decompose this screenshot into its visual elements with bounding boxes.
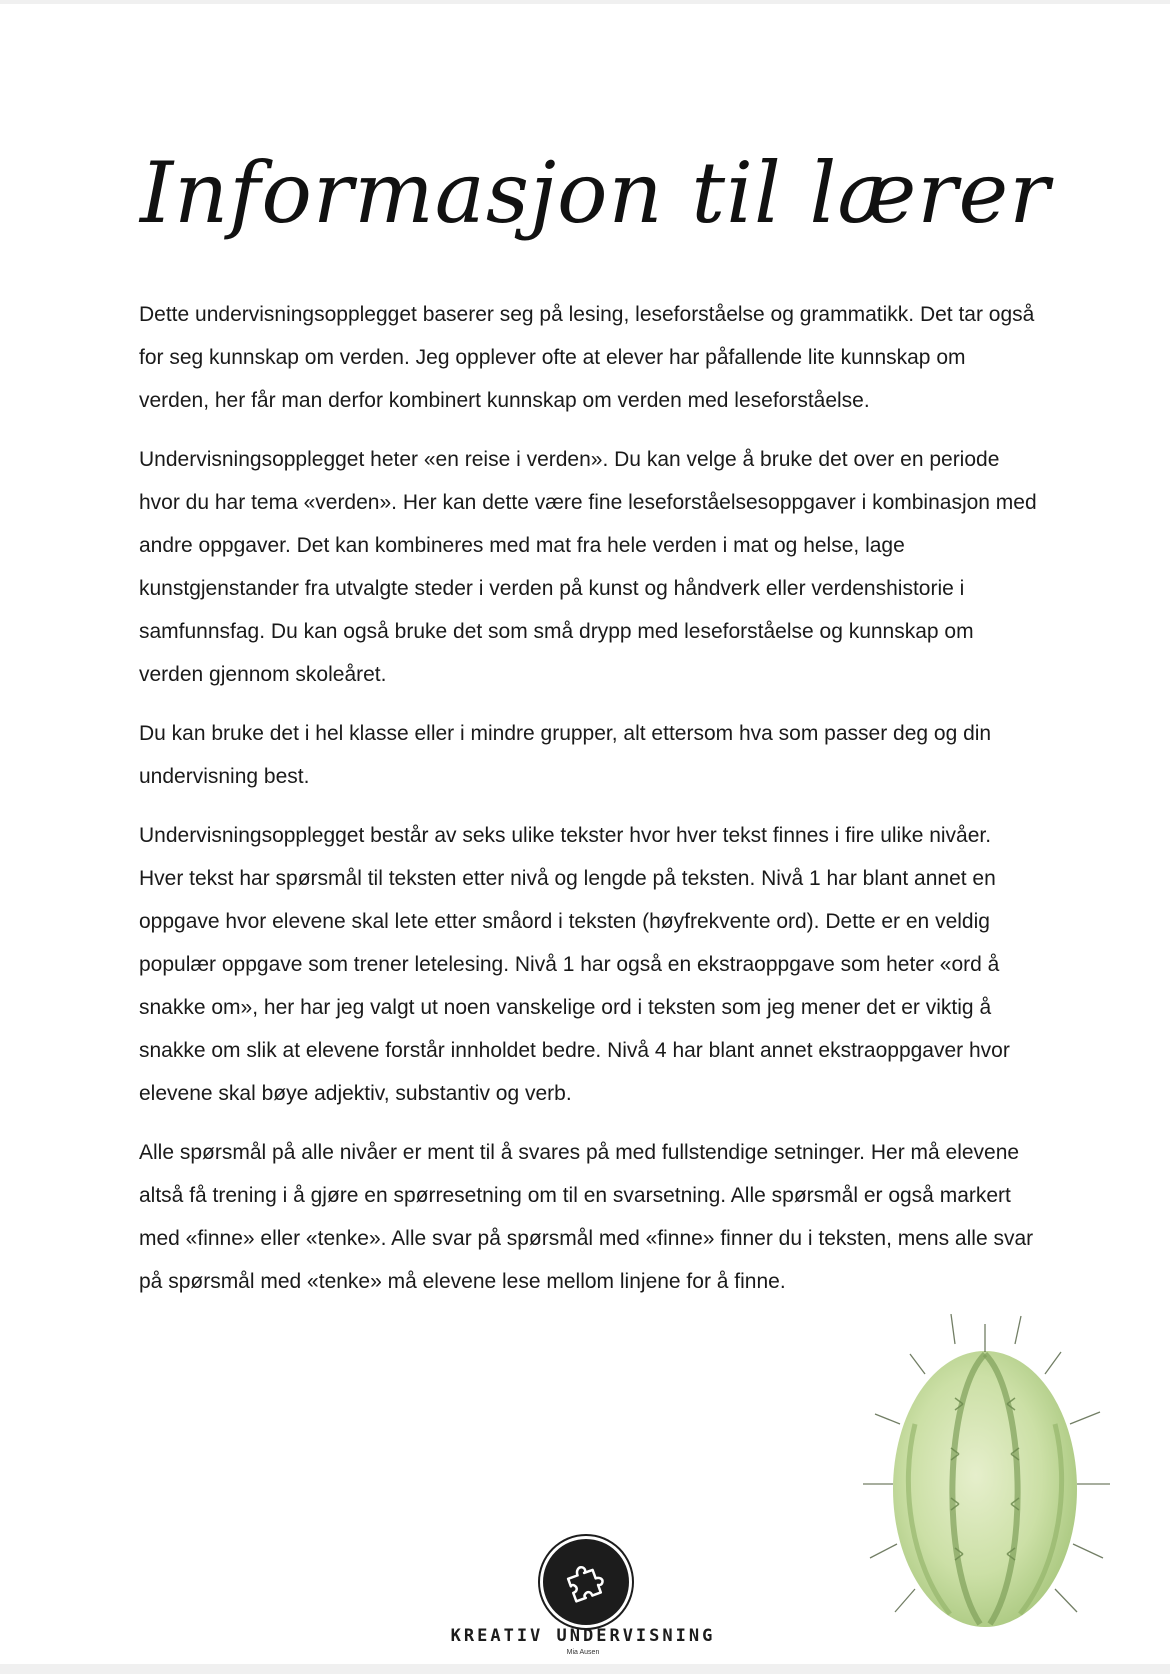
page-title: Informasjon til lærer [140, 144, 1051, 242]
brand-name: KREATIV UNDERVISNING [450, 1626, 716, 1646]
paragraph-groups: Du kan bruke det i hel klasse eller i mindre grupper, alt ettersom hva som passer deg og din undervisning best. [139, 722, 992, 788]
document-body [139, 293, 1039, 1319]
brand-logo [540, 1536, 632, 1628]
cactus-illustration [855, 1314, 1125, 1644]
brand-author: Mia Ausen [566, 1649, 600, 1656]
paragraph-usage: Undervisningsopplegget heter «en reise i verden». Du kan velge å bruke det over en periode hvor du har tema «verden». Her kan dette være fine leseforståelsesoppgaver i kombinasjon med andre oppgaver. Det kan kombineres med mat fra hele verden i mat og helse, lage kunstgjenstander fra utvalgte steder i verden på kunst og håndverk eller verdenshistorie i samfunnsfag. Du kan også bruke det som små drypp med leseforståelse og kunnskap om verden gjennom skoleåret. [139, 448, 1037, 686]
puzzle-piece-icon [557, 1553, 615, 1611]
paragraph-structure: Undervisningsopplegget består av seks ulike tekster hvor hver tekst finnes i fire ulike nivåer. Hver tekst har spørsmål til teksten etter nivå og lengde på teksten. Nivå 1 har blant annet en oppgave hvor elevene skal lete etter småord i teksten (høyfrekvente ord). Dette er en veldig populær oppgave som trener letelesing. Nivå 1 har også en ekstraoppgave som heter «ord å snakke om», her har jeg valgt ut noen vanskelige ord i teksten som jeg mener det er viktig å snakke om slik at elevene forstår innholdet bedre. Nivå 4 har blant annet ekstraoppgaver hvor elevene skal bøye adjektiv, substantiv og verb. [139, 824, 1010, 1105]
paragraph-questions: Alle spørsmål på alle nivåer er ment til å svares på med fullstendige setninger. Her må elevene altså få trening i å gjøre en spørresetning om til en svarsetning. Alle spørsmål er også markert med «finne» eller «tenke». Alle svar på spørsmål med «finne» finner du i teksten, mens alle svar på spørsmål med «tenke» må elevene lese mellom linjene for å finne. [139, 1141, 1034, 1293]
paragraph-intro: Dette undervisningsopplegget baserer seg på lesing, leseforståelse og grammatikk. Det tar også for seg kunnskap om verden. Jeg opplever ofte at elever har påfallende lite kunnskap om verden, her får man derfor kombinert kunnskap om verden med leseforståelse. [139, 303, 1035, 412]
document-page [0, 4, 1170, 1664]
